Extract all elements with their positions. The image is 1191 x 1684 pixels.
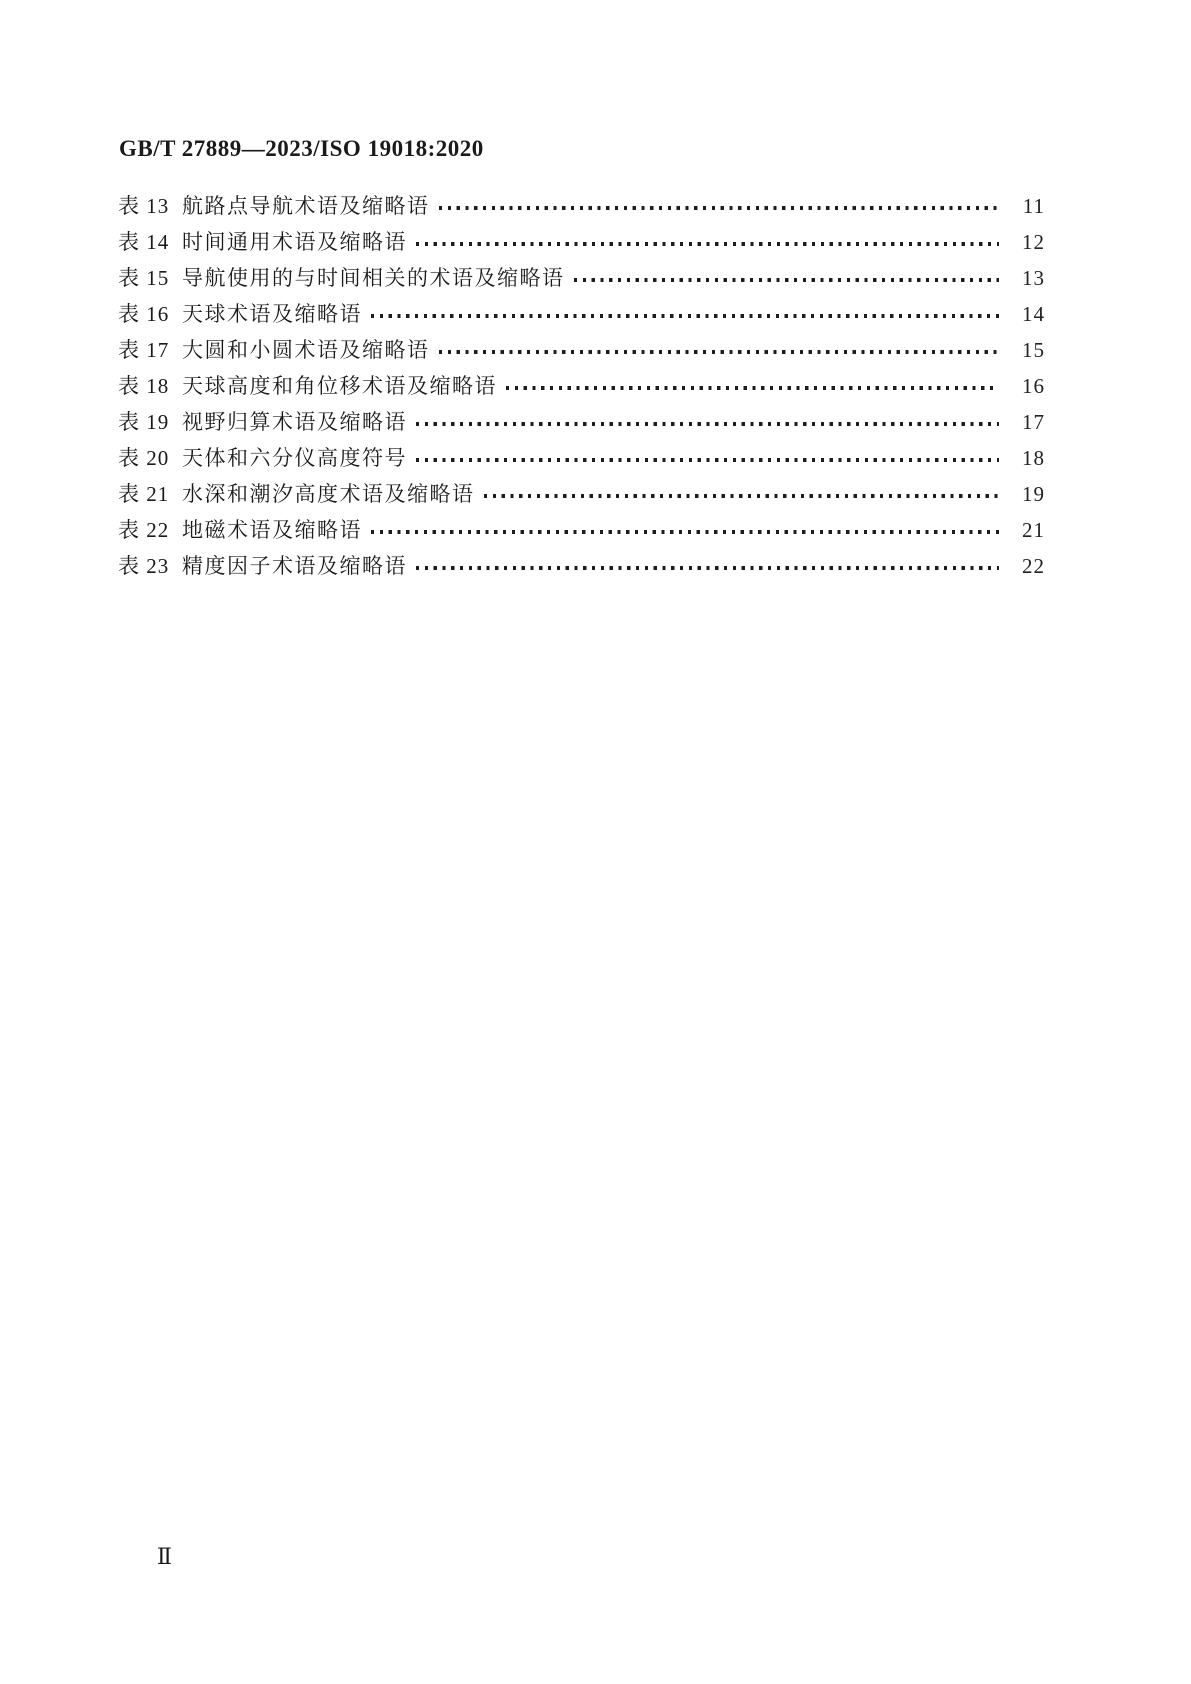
toc-entry [118,548,1045,584]
toc-entry-title: 视野归算术语及缩略语 [182,410,407,434]
toc-entry [118,188,1045,224]
toc-entry-label: 表 23 [118,554,170,578]
toc-entry-page-number: 14 [1022,302,1045,326]
toc-entry-title: 地磁术语及缩略语 [182,518,362,542]
toc-entry-label: 表 18 [118,374,170,398]
dot-leader [416,242,999,245]
toc-entry-label: 表 17 [118,338,170,362]
toc-entry-label: 表 19 [118,410,170,434]
toc-entry-title: 天体和六分仪高度符号 [182,446,407,470]
toc-entry-title: 航路点导航术语及缩略语 [182,194,430,218]
dot-leader [439,206,1000,209]
dot-leader [484,494,1000,497]
toc-entry-title: 水深和潮汐高度术语及缩略语 [182,482,475,506]
dot-leader [371,314,999,317]
toc-entry-label: 表 20 [118,446,170,470]
toc-entry-page-number: 21 [1022,518,1045,542]
toc-entry-page-number: 11 [1022,194,1045,218]
toc-entry-title: 天球术语及缩略语 [182,302,362,326]
dot-leader [574,278,1000,281]
toc-entry [118,440,1045,476]
toc-entry-label: 表 21 [118,482,170,506]
toc-entry-label: 表 15 [118,266,170,290]
toc-entry [118,296,1045,332]
dot-leader [506,386,999,389]
toc-entry-title: 天球高度和角位移术语及缩略语 [182,374,497,398]
toc-entry [118,368,1045,404]
toc-entry-page-number: 22 [1022,554,1045,578]
footer-page-number: Ⅱ [157,1545,172,1570]
toc-entry [118,332,1045,368]
dot-leader [439,350,1000,353]
toc-entry-page-number: 19 [1022,482,1045,506]
toc-entry-page-number: 12 [1022,230,1045,254]
toc-entry-page-number: 17 [1022,410,1045,434]
toc-entry-page-number: 13 [1022,266,1045,290]
toc-entry-title: 导航使用的与时间相关的术语及缩略语 [182,266,565,290]
toc-entry-label: 表 14 [118,230,170,254]
toc-entry [118,404,1045,440]
toc-entry-page-number: 15 [1022,338,1045,362]
toc-entry [118,512,1045,548]
toc-entry-title: 精度因子术语及缩略语 [182,554,407,578]
toc-entry-label: 表 16 [118,302,170,326]
toc-entry-label: 表 13 [118,194,170,218]
table-of-contents [118,188,1045,584]
dot-leader [371,530,999,533]
toc-entry [118,224,1045,260]
toc-entry-page-number: 18 [1022,446,1045,470]
toc-entry-title: 时间通用术语及缩略语 [182,230,407,254]
toc-entry [118,260,1045,296]
standard-number-header: GB/T 27889—2023/ISO 19018:2020 [119,136,484,161]
toc-entry-label: 表 22 [118,518,170,542]
dot-leader [416,566,999,569]
dot-leader [416,422,999,425]
dot-leader [416,458,999,461]
toc-entry-page-number: 16 [1022,374,1045,398]
toc-entry-title: 大圆和小圆术语及缩略语 [182,338,430,362]
toc-entry [118,476,1045,512]
